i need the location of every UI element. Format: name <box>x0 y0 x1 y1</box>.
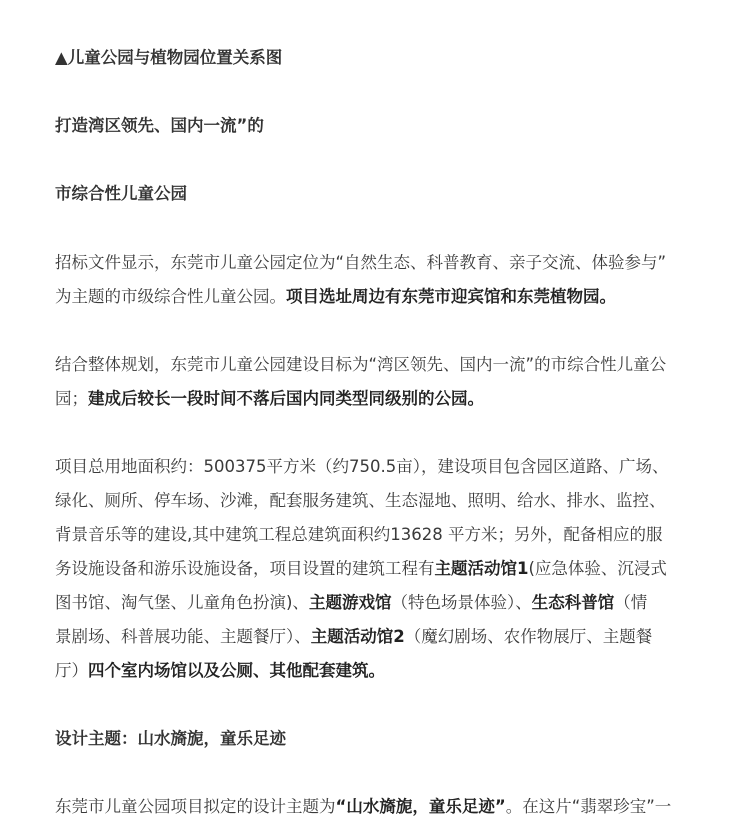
text-span: 景剧场、科普展功能、主题餐厅）、 <box>55 627 311 646</box>
text-span: 东莞市儿童公园项目拟定的设计主题为 <box>55 797 336 816</box>
text-span: 厅） <box>55 661 88 680</box>
section-heading-3: 设计主题：山水旖旎，童乐足迹 <box>55 729 286 748</box>
paragraph-3-line-6 <box>55 625 652 649</box>
section-heading-1: 打造湾区领先、国内一流”的 <box>55 116 264 135</box>
paragraph-3-line-3: 背景音乐等的建设,其中建筑工程总建筑面积约13628 平方米；另外，配备相应的服 <box>55 525 663 544</box>
bold-text-span: 四个室内场馆以及公厕、其他配套建筑。 <box>88 661 385 680</box>
paragraph-3-line-4 <box>55 557 667 581</box>
paragraph-3-line-7 <box>55 659 385 683</box>
paragraph-4-line-1 <box>55 795 671 819</box>
bold-text-span: 主题活动馆2 <box>310 627 405 646</box>
bold-text-span: 主题游戏馆 <box>308 593 392 612</box>
text-span: 务设施设备和游乐设施设备，项目设置的建筑工程有 <box>55 559 435 578</box>
paragraph-3-line-2: 绿化、厕所、停车场、沙滩，配套服务建筑、生态湿地、照明、给水、排水、监控、 <box>55 491 666 510</box>
image-caption: ▲儿童公园与植物园位置关系图 <box>55 48 283 67</box>
paragraph-1-line-2 <box>55 285 616 309</box>
bold-text-span: 项目选址周边有东莞市迎宾馆和东莞植物园。 <box>286 287 616 306</box>
text-span: (应急体验、沉浸式 <box>528 559 667 578</box>
text-span: 园； <box>55 389 88 408</box>
paragraph-3-line-5 <box>55 591 647 615</box>
paragraph-2-line-1: 结合整体规划，东莞市儿童公园建设目标为“湾区领先、国内一流”的市综合性儿童公 <box>55 355 667 374</box>
bold-text-span: 主题活动馆1 <box>434 559 529 578</box>
paragraph-3-line-1: 项目总用地面积约：500375平方米（约750.5亩），建设项目包含园区道路、广场、 <box>55 457 669 476</box>
text-span: （情 <box>614 593 648 612</box>
bold-text-span: “山水旖旎，童乐足迹” <box>335 797 506 816</box>
section-heading-2: 市综合性儿童公园 <box>55 184 187 203</box>
paragraph-1-line-1: 招标文件显示，东莞市儿童公园定位为“自然生态、科普教育、亲子交流、体验参与” <box>55 253 667 272</box>
text-span: 图书馆、淘气堡、儿童角色扮演)、 <box>55 593 309 612</box>
text-span: 为主题的市级综合性儿童公园。 <box>55 287 286 306</box>
text-span: （魔幻剧场、农作物展厅、主题餐 <box>404 627 653 646</box>
text-span: 。在这片“翡翠珍宝”一 <box>505 797 672 816</box>
text-span: （特色场景体验）、 <box>391 593 532 612</box>
paragraph-2-line-2 <box>55 387 484 411</box>
bold-text-span: 生态科普馆 <box>531 593 615 612</box>
bold-text-span: 建成后较长一段时间不落后国内同类型同级别的公园。 <box>88 389 484 408</box>
